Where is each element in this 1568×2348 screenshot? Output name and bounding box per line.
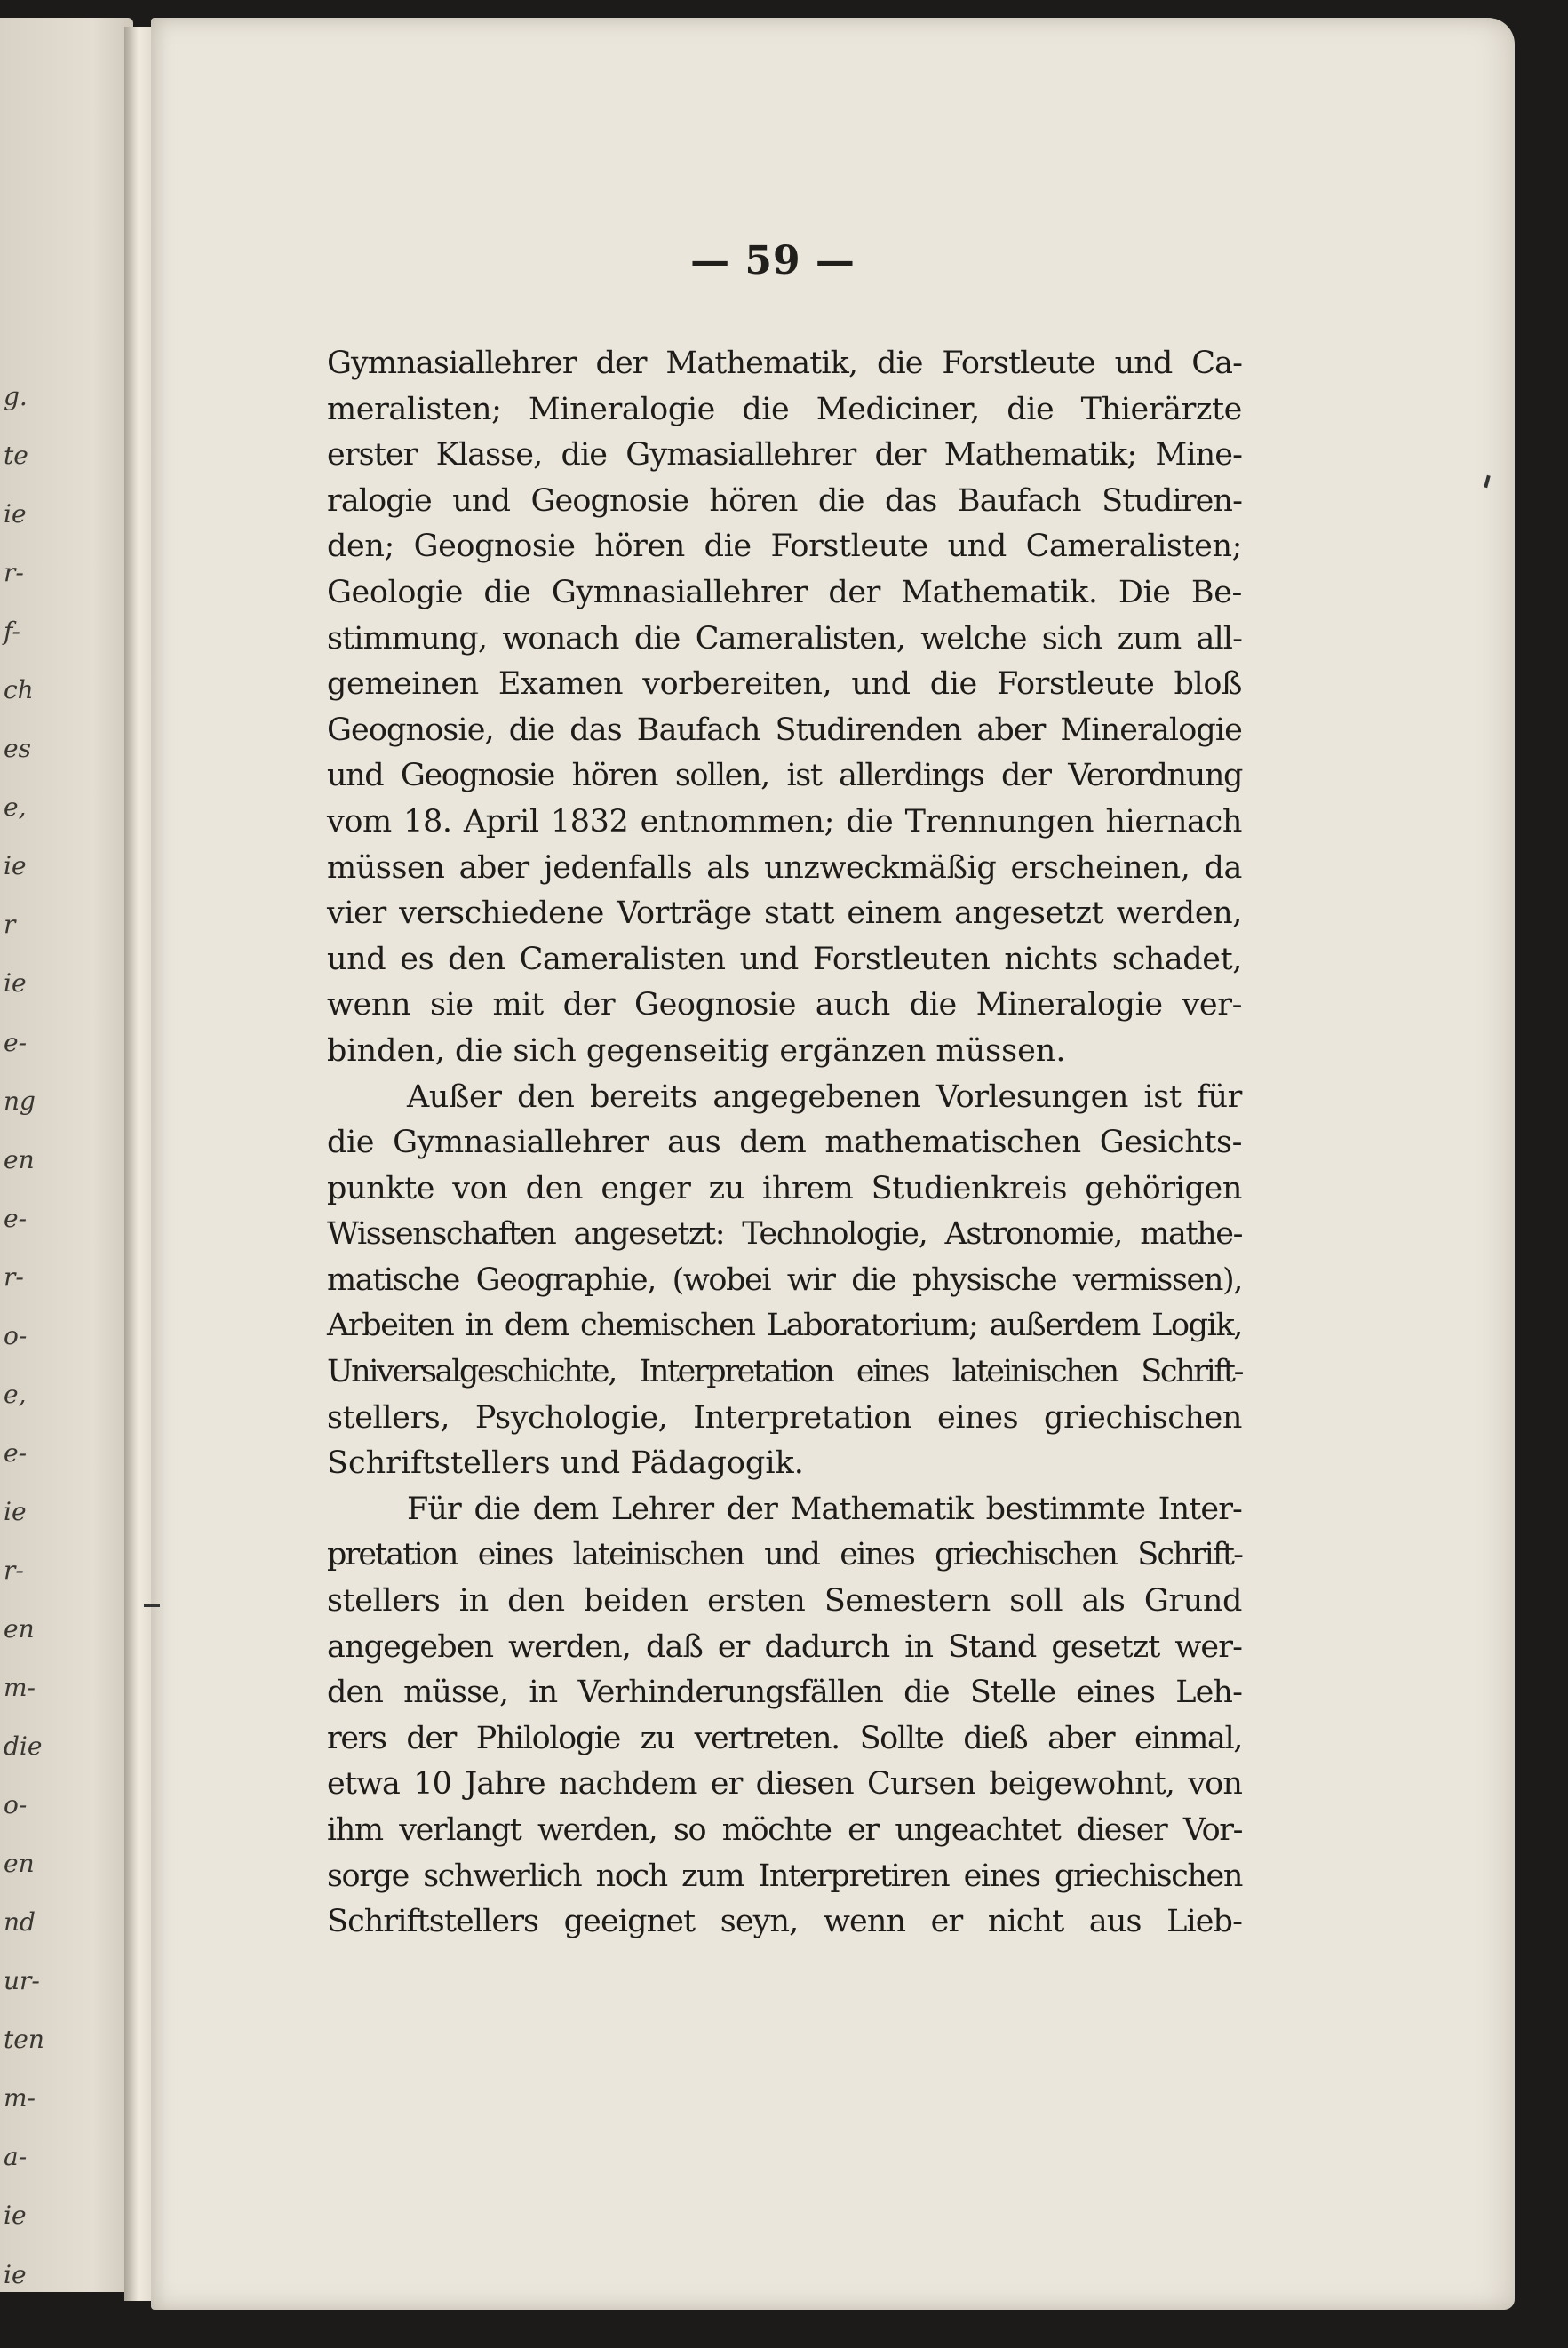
previous-page-fragment: ch (4, 675, 34, 705)
previous-page-fragment: ng (4, 1086, 36, 1116)
text-line: wenn sie mit der Geognosie auch die Mineralogie ver- (327, 987, 1242, 1023)
text-line: vier verschiedene Vorträge statt einem angesetzt werden, (327, 895, 1242, 932)
text-line: und es den Cameralisten und Forstleuten nichts schadet, (327, 941, 1242, 977)
text-line: Für die dem Lehrer der Mathematik bestimmte Inter- (407, 1491, 1242, 1527)
previous-page-fragment: f- (4, 617, 20, 647)
previous-page-fragment: ie (4, 499, 27, 529)
text-line: Universalgeschichte, Interpretation eines lateinischen Schrift- (327, 1354, 1242, 1390)
previous-page-fragment: te (4, 441, 28, 471)
previous-page-fragment: r- (4, 1555, 24, 1585)
text-line: sorge schwerlich noch zum Interpretiren eines griechischen (327, 1858, 1242, 1894)
text-line: meralisten; Mineralogie die Mediciner, die Thierärzte (327, 391, 1242, 427)
previous-page-fragment: ie (4, 2259, 27, 2289)
previous-page-fragment: die (4, 1731, 43, 1762)
text-line: ihm verlangt werden, so möchte er ungeachtet dieser Vor- (327, 1812, 1242, 1848)
previous-page-fragment: a- (4, 2142, 28, 2172)
text-line: Geognosie, die das Baufach Studirenden aber Mineralogie (327, 712, 1242, 748)
previous-page-fragment: m- (4, 1673, 36, 1703)
text-line: Geologie die Gymnasiallehrer der Mathematik. Die Be- (327, 574, 1242, 610)
previous-page-fragment: r- (4, 1262, 24, 1292)
previous-page-fragment: ie (4, 2201, 27, 2231)
text-line: und Geognosie hören sollen, ist allerdings der Verordnung (327, 758, 1242, 794)
text-line: punkte von den enger zu ihrem Studienkreis gehörigen (327, 1170, 1242, 1206)
text-line: Schriftstellers geeignet seyn, wenn er nicht aus Lieb- (327, 1904, 1242, 1940)
text-line: stellers, Psychologie, Interpretation eines griechischen (327, 1399, 1242, 1436)
text-line: gemeinen Examen vorbereiten, und die Forstleute bloß (327, 666, 1242, 703)
previous-page-fragment: en (4, 1849, 35, 1879)
text-line: stimmung, wonach die Cameralisten, welche sich zum all- (327, 620, 1242, 657)
previous-page-fragment: ur- (4, 1966, 40, 1996)
text-line: Schriftstellers und Pädagogik. (327, 1445, 804, 1482)
text-line: pretation eines lateinischen und eines griechischen Schrift- (327, 1537, 1242, 1573)
text-line: Arbeiten in dem chemischen Laboratorium; außerdem Logik, (327, 1308, 1242, 1344)
text-line: die Gymnasiallehrer aus dem mathematischen Gesichts- (327, 1125, 1242, 1161)
previous-page-fragment: ie (4, 851, 27, 881)
previous-page-fragment: en (4, 1144, 35, 1174)
previous-page-fragment: e, (4, 792, 27, 823)
previous-page-fragment: nd (4, 1907, 36, 1938)
previous-page-fragment: o- (4, 1790, 28, 1820)
text-line: binden, die sich gegenseitig ergänzen müssen. (327, 1032, 1066, 1069)
text-line: erster Klasse, die Gymasiallehrer der Mathematik; Mine- (327, 437, 1242, 474)
previous-page-fragment: g. (4, 382, 28, 411)
text-line: Gymnasiallehrer der Mathematik, die Forstleute und Ca- (327, 346, 1242, 381)
previous-page-fragment: ten (4, 2025, 44, 2055)
page-number: — 59 — (690, 238, 856, 283)
text-line: etwa 10 Jahre nachdem er diesen Cursen beigewohnt, von (327, 1766, 1242, 1803)
previous-page-fragment: e, (4, 1379, 27, 1409)
text-line: matische Geographie, (wobei wir die physische vermissen), (327, 1262, 1242, 1298)
previous-page-fragment: en (4, 1614, 35, 1644)
previous-page-fragment: ie (4, 1496, 27, 1526)
previous-page-fragment: r (4, 910, 16, 940)
previous-page-fragment: r- (4, 558, 24, 588)
text-line: den müsse, in Verhinderungsfällen die Stelle eines Leh- (327, 1675, 1242, 1711)
margin-mark (144, 1604, 160, 1607)
text-line: den; Geognosie hören die Forstleute und Cameralisten; (327, 529, 1242, 565)
previous-page-fragment: ie (4, 968, 27, 999)
body-text (327, 341, 1242, 1946)
text-line: rers der Philologie zu vertreten. Sollte dieß aber einmal, (327, 1720, 1242, 1756)
text-line: müssen aber jedenfalls als unzweckmäßig erscheinen, da (327, 849, 1242, 886)
text-line: stellers in den beiden ersten Semestern soll als Grund (327, 1583, 1242, 1620)
previous-page-fragment: e- (4, 1027, 28, 1057)
text-line: Außer den bereits angegebenen Vorlesungen ist für (407, 1078, 1242, 1115)
previous-page-fragment: e- (4, 1437, 28, 1468)
text-line: ralogie und Geognosie hören die das Baufach Studiren- (327, 482, 1242, 519)
previous-page-fragment: e- (4, 1203, 28, 1233)
previous-page-fragment: o- (4, 1320, 28, 1350)
previous-page-fragment: m- (4, 2083, 36, 2113)
text-line: vom 18. April 1832 entnommen; die Trennungen hiernach (327, 803, 1242, 840)
previous-page-fragment: es (4, 734, 31, 764)
text-line: Wissenschaften angesetzt: Technologie, Astronomie, mathe- (327, 1216, 1242, 1253)
text-line: angegeben werden, daß er dadurch in Stand gesetzt wer- (327, 1628, 1242, 1665)
